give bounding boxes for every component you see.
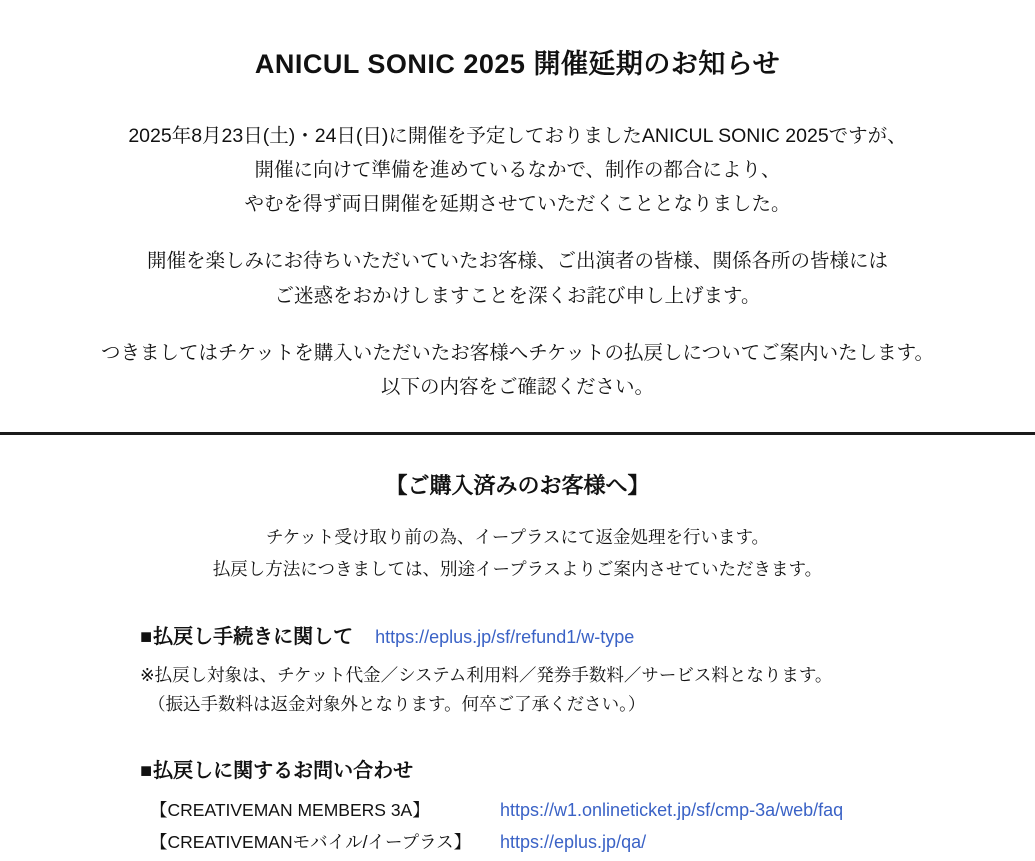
intro-line-4: 開催を楽しみにお待ちいただいていたお客様、ご出演者の皆様、関係各所の皆様には [146,250,888,273]
refund-procedure-heading-text: 払戻し手続きに関して [153,625,354,648]
refund-contact-heading-text: 払戻しに関するお問い合わせ [153,760,414,783]
paragraph-gap [0,221,1035,244]
contact-label: 【CREATIVEMAN MEMBERS 3A】 [150,800,430,821]
intro-line-1: 2025年8月23日(土)・24日(日)に開催を予定しておりましたANICUL SONIC 2025ですが、 [128,125,907,147]
notice-intro [0,119,1035,404]
purchased-section [0,443,1035,586]
purchased-line-2: 払戻し方法につきましては、別途イープラスよりご案内させていただきます。 [212,558,823,579]
refund-contact-heading [140,754,975,783]
refund-procedure-notes [140,661,975,721]
contact-row [140,795,975,827]
square-bullet-icon: ■ [140,625,153,648]
purchased-lines [0,522,1035,586]
intro-line-6: つきましてはチケットを購入いただいたお客様へチケットの払戻しについてご案内いたします。 [100,341,935,364]
refund-note-line-1: ※払戻し対象は、チケット代金／システム利用料／発券手数料／サービス料となります。 [140,664,833,685]
refund-procedure-heading [140,620,975,649]
intro-line-5: ご迷惑をおかけしますことを深くお詫び申し上げます。 [274,284,761,307]
refund-procedure-block [140,620,975,721]
section-divider [0,432,1035,435]
refund-contact-block [140,754,975,858]
contact-list [140,795,975,858]
intro-line-3: やむを得ず両日開催を延期させていただくこととなりました。 [244,193,791,216]
refund-note-line-2: （振込手数料は返金対象外となります。何卒ご了承ください。） [148,694,646,715]
contact-link[interactable]: https://w1.onlineticket.jp/sf/cmp-3a/web/faq [500,800,844,821]
purchased-heading: 【ご購入済みのお客様へ】 [385,472,650,498]
contact-label: 【CREATIVEMANモバイル/イープラス】 [150,831,472,852]
intro-line-2: 開催に向けて準備を進めているなかで、制作の都合により、 [254,159,781,182]
paragraph-gap [0,313,1035,336]
contact-link[interactable]: https://eplus.jp/qa/ [500,831,647,852]
intro-line-7: 以下の内容をご確認ください。 [380,375,654,398]
contact-row [140,827,975,859]
square-bullet-icon: ■ [140,760,153,783]
page-title: ANICUL SONIC 2025 開催延期のお知らせ [254,49,781,79]
purchased-line-1: チケット受け取り前の為、イープラスにて返金処理を行います。 [265,526,770,547]
refund-procedure-link[interactable]: https://eplus.jp/sf/refund1/w-type [375,626,635,647]
